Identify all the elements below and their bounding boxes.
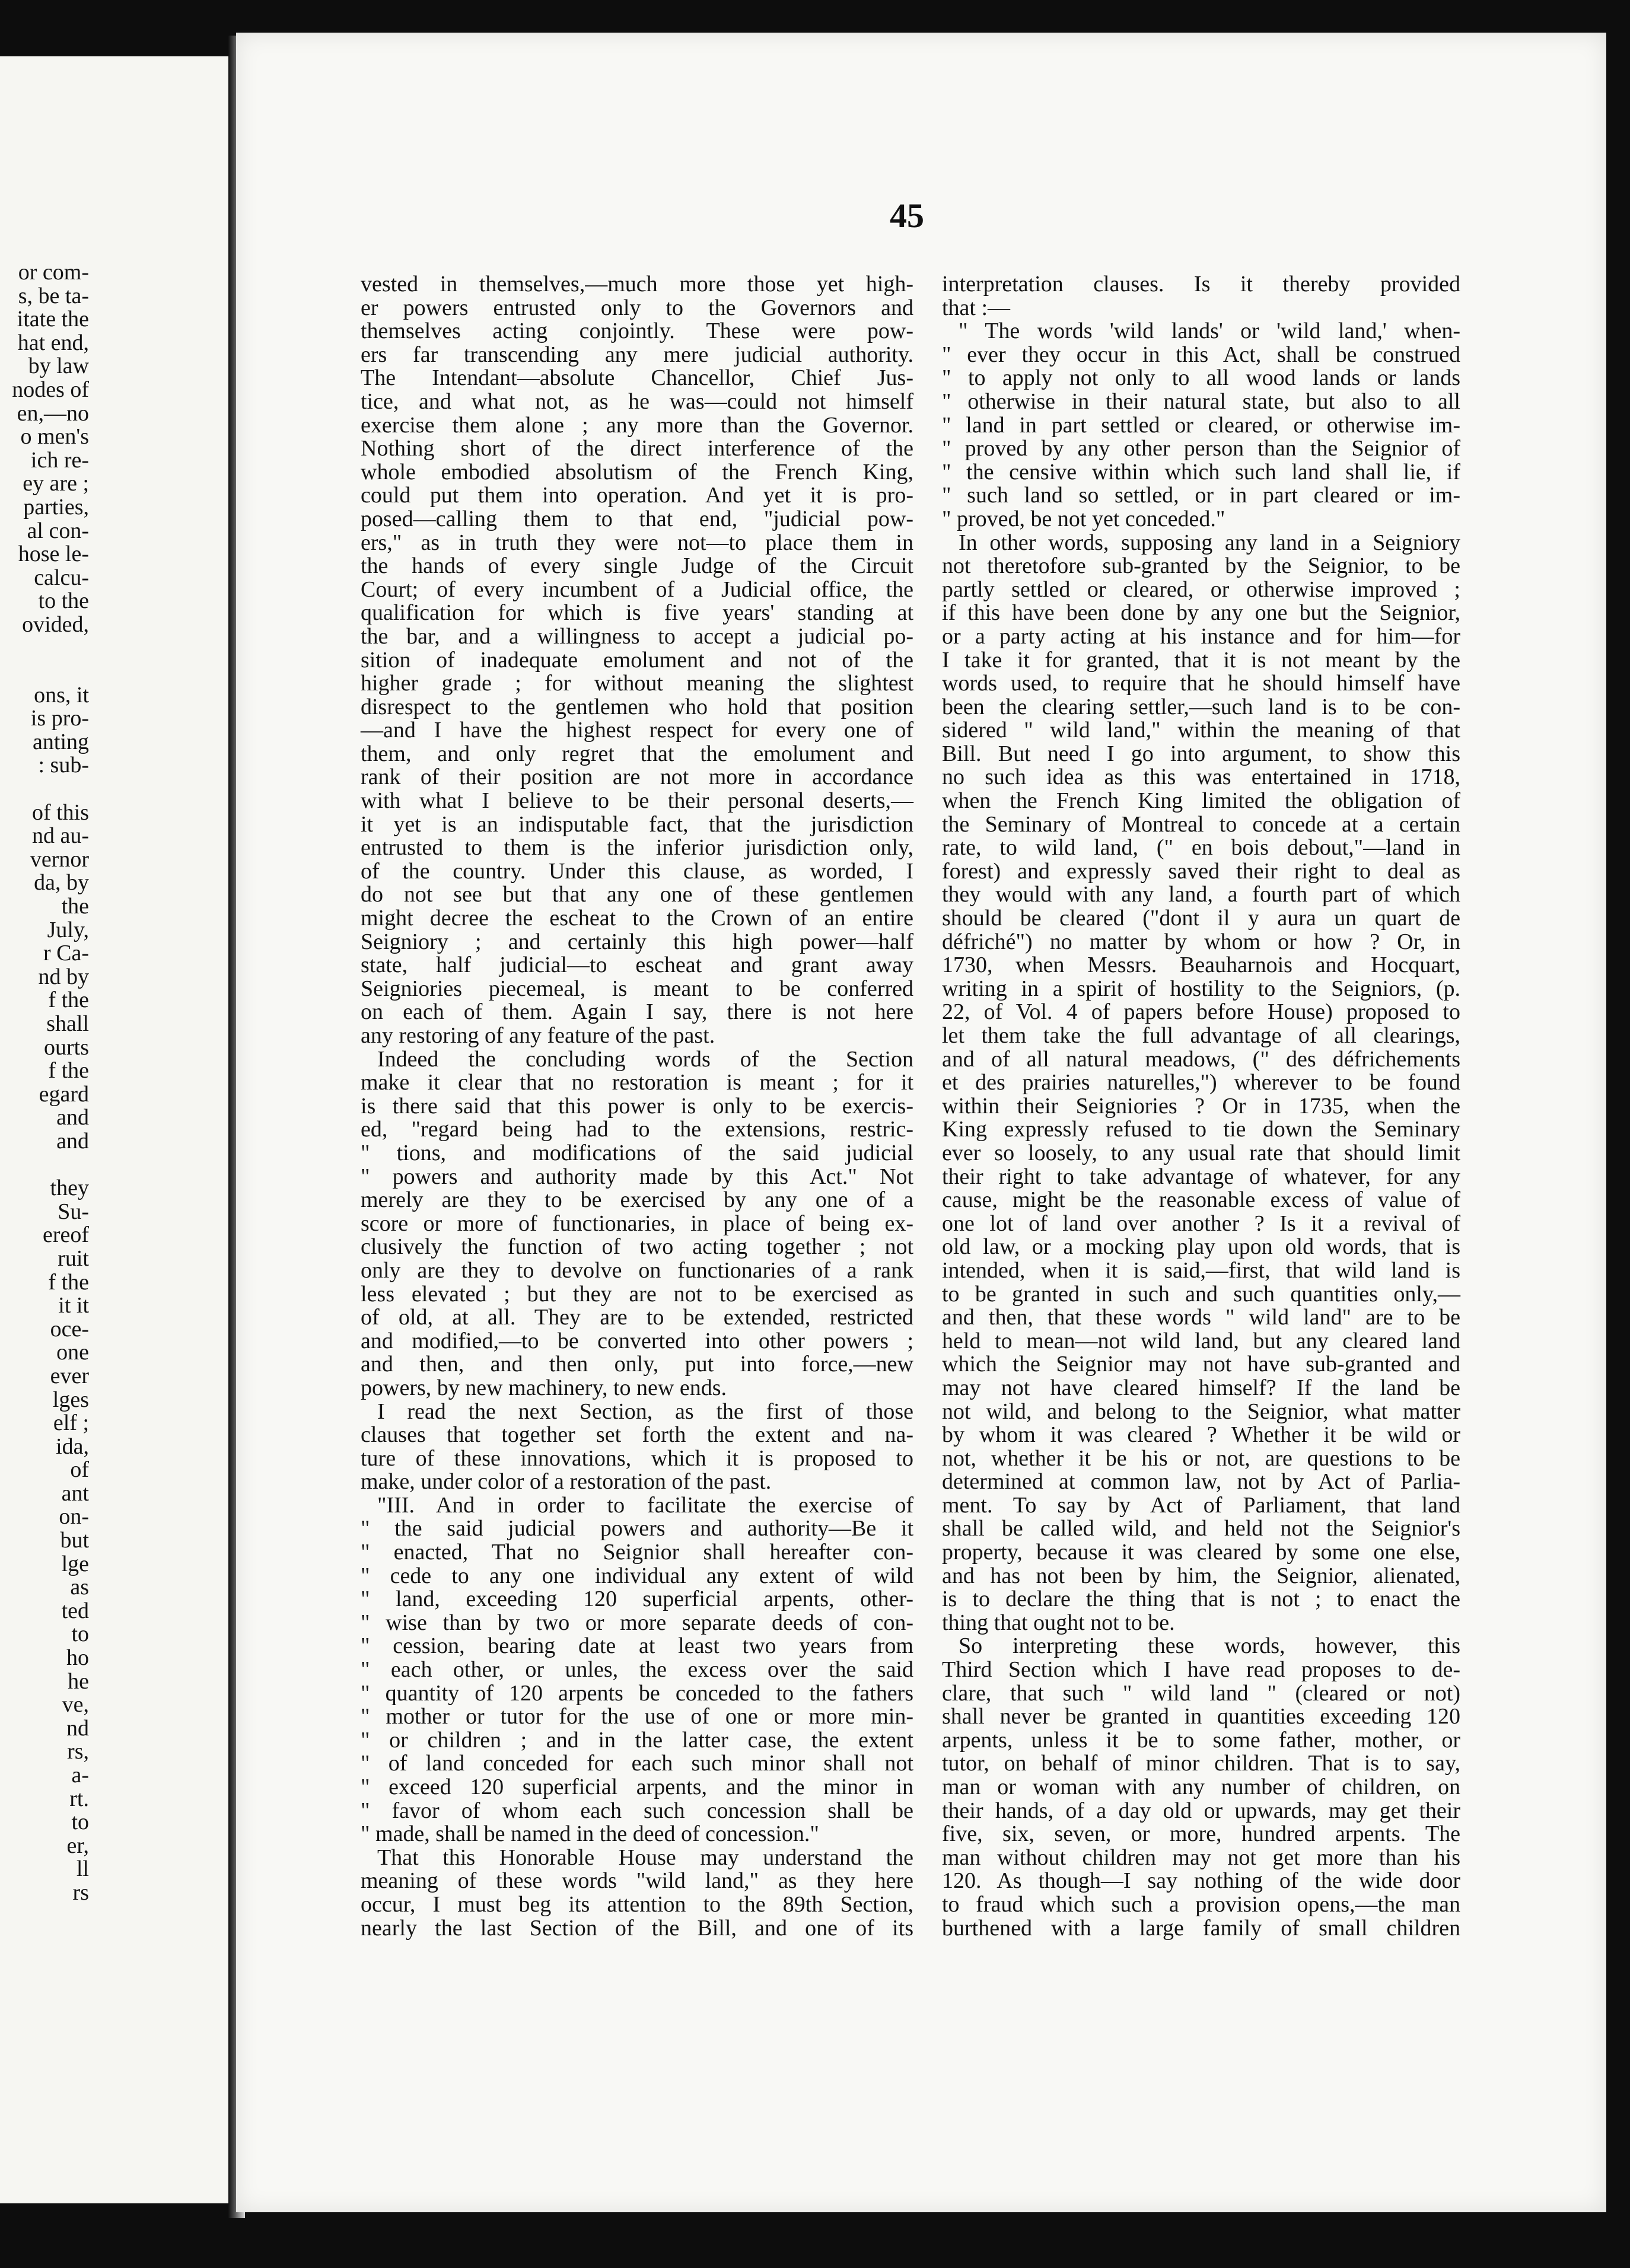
cropped-line-fragment: Su- (58, 1199, 89, 1224)
cropped-line-fragment: they (50, 1176, 89, 1201)
text-line: less elevated ; but they are not to be exercised as (361, 1281, 913, 1307)
text-line: posed—calling them to that end, "judicial pow- (361, 506, 913, 531)
text-line: intended, when it is said,—first, that wild land is (942, 1257, 1460, 1283)
text-line: Seigniories piecemeal, is meant to be conferred (361, 976, 913, 1001)
cropped-line-fragment: er, (66, 1833, 89, 1858)
cropped-line-fragment: r Ca- (43, 941, 89, 966)
text-line: been the clearing settler,—such land is to be con- (942, 694, 1460, 719)
cropped-line-fragment: oce- (50, 1316, 89, 1342)
cropped-line-fragment: July, (47, 917, 89, 942)
text-line: entrusted to them is the inferior jurisdiction only, (361, 835, 913, 861)
text-line: disrespect to the gentlemen who hold that position (361, 694, 913, 719)
cropped-line-fragment: al con- (27, 518, 89, 543)
cropped-line-fragment: da, by (34, 870, 89, 896)
cropped-line-fragment: the (61, 894, 89, 919)
text-line: and then, and then only, put into force,—new (361, 1352, 913, 1377)
cropped-line-fragment: ida, (56, 1434, 89, 1459)
text-line: nearly the last Section of the Bill, and one of its (361, 1915, 913, 1941)
text-line: not, whether it be his or not, are questions to be (942, 1445, 1460, 1471)
text-line: " wise than by two or more separate deeds of con- (361, 1610, 913, 1635)
text-line: Nothing short of the direct interference of the (361, 436, 913, 461)
text-line: writing in a spirit of hostility to the Seigniors, (p. (942, 976, 1460, 1001)
cropped-line-fragment: parties, (23, 494, 89, 520)
text-line: shall never be granted in quantities exceeding 120 (942, 1704, 1460, 1729)
text-line: held to mean—not wild land, but any cleared land (942, 1328, 1460, 1353)
text-line: partly settled or cleared, or otherwise improved ; (942, 576, 1460, 602)
cropped-line-fragment: o men's (20, 424, 89, 450)
left-page-cropped-text (0, 261, 89, 1905)
text-line: sidered " wild land," within the meaning of that (942, 718, 1460, 743)
text-line: ever so loosely, to any usual rate that should limit (942, 1140, 1460, 1165)
text-line: 22, of Vol. 4 of papers before House) proposed to (942, 999, 1460, 1025)
text-line: —and I have the highest respect for every one of (361, 718, 913, 743)
cropped-line-fragment (0, 637, 89, 661)
text-line: man without children may not get more than his (942, 1845, 1460, 1870)
text-line: " made, shall be named in the deed of concession." (361, 1821, 819, 1847)
text-line: Third Section which I have read proposes to de- (942, 1657, 1460, 1683)
cropped-line-fragment: nodes of (12, 377, 89, 402)
text-line: In other words, supposing any land in a Seigniory (959, 530, 1460, 555)
text-line: and has not been by him, the Seignior, alienated, (942, 1563, 1460, 1588)
text-line: powers, by new machinery, to new ends. (361, 1375, 727, 1400)
text-line: their right to take advantage of whatever, for any (942, 1164, 1460, 1189)
text-line: forest) and expressly saved their right to deal as (942, 858, 1460, 884)
text-line: could put them into operation. And yet it is pro- (361, 483, 913, 508)
text-line: merely are they to be exercised by any one of a (361, 1187, 913, 1213)
text-line: ers far transcending any mere judicial authority. (361, 342, 913, 367)
text-line: by whom it was cleared ? Whether it be wild or (942, 1422, 1460, 1448)
text-line: the hands of every single Judge of the Circuit (361, 553, 913, 579)
text-line: no such idea as this was entertained in 1718, (942, 765, 1460, 790)
cropped-line-fragment: shall (46, 1011, 89, 1036)
text-line: " of land conceded for each such minor shall not (361, 1751, 913, 1776)
text-line: clare, that such " wild land " (cleared or not) (942, 1680, 1460, 1706)
text-line: ment. To say by Act of Parliament, that land (942, 1492, 1460, 1518)
cropped-line-fragment: hose le- (18, 541, 89, 567)
text-column-left (361, 273, 913, 1940)
text-line: " cede to any one individual any extent of wild (361, 1563, 913, 1588)
text-line: er powers entrusted only to the Governors and (361, 295, 913, 320)
cropped-line-fragment: egard (39, 1081, 89, 1107)
cropped-line-fragment: or com- (18, 261, 89, 285)
text-line: and then, that these words " wild land" are to be (942, 1305, 1460, 1330)
text-line: thing that ought not to be. (942, 1610, 1175, 1635)
text-line: King expressly refused to tie down the Seminary (942, 1117, 1460, 1142)
text-line: " favor of whom each such concession shall be (361, 1798, 913, 1823)
cropped-line-fragment: one (56, 1340, 89, 1365)
text-column-right (942, 273, 1460, 1940)
cropped-line-fragment (0, 778, 89, 801)
cropped-line-fragment: ons, it (34, 682, 89, 708)
text-line: whole embodied absolutism of the French King, (361, 459, 913, 485)
cropped-line-fragment: hat end, (17, 330, 89, 355)
cropped-line-fragment: and (56, 1128, 89, 1154)
text-line: let them take the full advantage of all clearings, (942, 1023, 1460, 1048)
cropped-line-fragment: anting (33, 729, 89, 754)
cropped-line-fragment: rs (72, 1880, 89, 1905)
cropped-line-fragment: lges (52, 1387, 89, 1412)
text-line: and modified,—to be converted into other powers ; (361, 1328, 913, 1353)
cropped-line-fragment: : sub- (38, 753, 89, 778)
cropped-line-fragment: f the (48, 988, 89, 1013)
text-line: " the censive within which such land shall lie, if (942, 459, 1460, 485)
text-line: might decree the escheat to the Crown of an entire (361, 906, 913, 931)
text-line: " powers and authority made by this Act." Not (361, 1164, 913, 1189)
cropped-line-fragment: en,—no (17, 400, 89, 426)
text-line: Court; of every incumbent of a Judicial office, the (361, 576, 913, 602)
cropped-line-fragment: ant (61, 1480, 89, 1506)
text-line: clauses that together set forth the extent and na- (361, 1422, 913, 1448)
text-line: cause, might be the reasonable excess of value of (942, 1187, 1460, 1213)
text-line: if this have been done by any one but the Seignior, (942, 600, 1460, 626)
text-line: vested in themselves,—much more those yet high- (361, 272, 913, 297)
text-line: on each of them. Again I say, there is not here (361, 999, 913, 1025)
cropped-line-fragment: vernor (30, 846, 89, 872)
cropped-line-fragment: and (56, 1105, 89, 1130)
text-line: them, and only regret that the emolument and (361, 741, 913, 766)
cropped-line-fragment: is pro- (30, 706, 89, 731)
text-line: when the French King limited the obligation of (942, 788, 1460, 814)
text-line: state, half judicial—to escheat and grant away (361, 953, 913, 978)
text-line: of old, at all. They are to be extended, restricted (361, 1305, 913, 1330)
text-line: words used, to require that he should himself have (942, 671, 1460, 696)
text-line: ed, "regard being had to the extensions, restric- (361, 1117, 913, 1142)
text-line: may not have cleared himself? If the land be (942, 1375, 1460, 1400)
text-line: themselves acting conjointly. These were pow- (361, 318, 913, 344)
text-line: qualification for which is five years' standing at (361, 600, 913, 626)
text-line: 1730, when Messrs. Beauharnois and Hocquart, (942, 953, 1460, 978)
cropped-line-fragment: he (68, 1668, 89, 1694)
cropped-line-fragment: ever (50, 1363, 89, 1388)
text-line: ture of these innovations, which it is proposed to (361, 1445, 913, 1471)
cropped-line-fragment: to (71, 1622, 89, 1647)
cropped-line-fragment: ho (66, 1645, 89, 1671)
cropped-line-fragment (0, 660, 89, 684)
text-line: the Seminary of Montreal to concede at a certain (942, 811, 1460, 837)
text-line: " ever they occur in this Act, shall be construed (942, 342, 1460, 367)
page-number: 45 (890, 196, 924, 235)
text-line: to fraud which such a provision opens,—the man (942, 1891, 1460, 1917)
text-line: should be cleared ("dont il y aura un quart de (942, 906, 1460, 931)
text-line: not wild, and belong to the Seignior, what matter (942, 1399, 1460, 1424)
text-line: tutor, on behalf of minor children. That is to say, (942, 1751, 1460, 1776)
text-line: it yet is an indisputable fact, that the jurisdiction (361, 811, 913, 837)
cropped-line-fragment: itate the (17, 307, 89, 332)
text-line: score or more of functionaries, in place of being ex- (361, 1211, 913, 1236)
text-line: meaning of these words "wild land," as they here (361, 1868, 913, 1894)
text-line: " quantity of 120 arpents be conceded to the fathers (361, 1680, 913, 1706)
text-line: arpents, unless it be to some father, mother, or (942, 1727, 1460, 1753)
text-line: man or woman with any number of children, on (942, 1775, 1460, 1799)
text-line: is to declare the thing that is not ; to enact the (942, 1587, 1460, 1612)
text-line: 120. As though—I say nothing of the wide door (942, 1868, 1460, 1894)
cropped-line-fragment: ruit (58, 1246, 89, 1271)
text-line: " cession, bearing date at least two years from (361, 1633, 913, 1659)
text-line: clusively the function of two acting together ; not (361, 1234, 913, 1260)
cropped-line-fragment: f the (48, 1269, 89, 1295)
text-line: any restoring of any feature of the past. (361, 1023, 715, 1048)
text-line: burthened with a large family of small children (942, 1915, 1460, 1941)
text-line: " each other, or unles, the excess over the said (361, 1657, 913, 1683)
text-line: they would with any land, a fourth part of which (942, 882, 1460, 907)
cropped-line-fragment: on- (59, 1504, 89, 1530)
text-line: do not see but that any one of these gentlemen (361, 882, 913, 907)
text-line: only are they to devolve on functionaries of a rank (361, 1257, 913, 1283)
cropped-line-fragment: ey are ; (23, 471, 89, 496)
cropped-line-fragment: to (71, 1810, 89, 1835)
cropped-line-fragment: ereof (42, 1222, 89, 1248)
cropped-line-fragment: calcu- (34, 565, 89, 590)
cropped-line-fragment: ted (61, 1598, 89, 1623)
cropped-line-fragment: of this (31, 799, 89, 825)
cropped-line-fragment: ich re- (30, 447, 89, 473)
cropped-line-fragment: s, be ta- (18, 283, 89, 308)
text-line: " to apply not only to all wood lands or lands (942, 365, 1460, 391)
text-line: determined at common law, not by Act of Parlia- (942, 1469, 1460, 1495)
text-line: Indeed the concluding words of the Section (377, 1046, 913, 1072)
cropped-line-fragment: rt. (69, 1786, 89, 1811)
text-line: property, because it was cleared by some one else, (942, 1540, 1460, 1565)
text-line: " the said judicial powers and authority—Be it (361, 1516, 913, 1541)
text-line: " proved by any other person than the Seignior of (942, 436, 1460, 461)
cropped-line-fragment: by law (28, 353, 89, 379)
text-line: " proved, be not yet conceded." (942, 506, 1225, 531)
cropped-line-fragment: ourts (44, 1034, 89, 1060)
text-line: Bill. But need I go into argument, to show this (942, 741, 1460, 766)
text-line: So interpreting these words, however, this (959, 1633, 1460, 1659)
text-line: " such land so settled, or in part cleared or im- (942, 483, 1460, 508)
text-line: " land, exceeding 120 superficial arpents, other- (361, 1587, 913, 1612)
cropped-line-fragment: to the (38, 588, 89, 614)
text-line: " land in part settled or cleared, or otherwise im- (942, 412, 1460, 438)
text-line: et des prairies naturelles,") wherever to be found (942, 1070, 1460, 1095)
cropped-line-fragment: ve, (62, 1692, 89, 1718)
text-line: " or children ; and in the latter case, the extent (361, 1727, 913, 1753)
text-line: within their Seigniories ? Or in 1735, when the (942, 1093, 1460, 1119)
text-line: The Intendant—absolute Chancellor, Chief Jus- (361, 365, 913, 391)
text-line: that :— (942, 295, 1011, 320)
text-line: is there said that this power is only to be exercis- (361, 1093, 913, 1119)
text-line: make, under color of a restoration of the past. (361, 1469, 772, 1495)
text-line: their hands, of a day old or upwards, may get their (942, 1798, 1460, 1823)
text-line: défriché") no matter by whom or how ? Or, in (942, 929, 1460, 954)
text-line: " exceed 120 superficial arpents, and the minor in (361, 1775, 913, 1799)
cropped-line-fragment: rs, (67, 1739, 89, 1764)
text-line: occur, I must beg its attention to the 89th Section, (361, 1891, 913, 1917)
text-line: ers," as in truth they were not—to place them in (361, 530, 913, 555)
cropped-line-fragment (0, 1154, 89, 1177)
cropped-line-fragment: of (70, 1457, 89, 1483)
text-line: I read the next Section, as the first of those (377, 1399, 913, 1424)
text-line: or a party acting at his instance and for him—for (942, 623, 1460, 649)
text-line: " mother or tutor for the use of one or more min- (361, 1704, 913, 1729)
text-line: " tions, and modifications of the said judicial (361, 1140, 913, 1165)
text-line: not theretofore sub-granted by the Seignior, to be (942, 553, 1460, 579)
cropped-line-fragment: f the (48, 1058, 89, 1084)
cropped-line-fragment: nd (66, 1715, 89, 1741)
text-line: five, six, seven, or more, hundred arpents. The (942, 1821, 1460, 1847)
text-line: Seigniory ; and certainly this high power—half (361, 929, 913, 954)
text-line: old law, or a mocking play upon old words, that is (942, 1234, 1460, 1260)
text-line: make it clear that no restoration is meant ; for it (361, 1070, 913, 1095)
text-line: and of all natural meadows, (" des défrichements (942, 1046, 1460, 1072)
text-line: of the country. Under this clause, as worded, I (361, 858, 913, 884)
text-line: shall be called wild, and held not the Seignior's (942, 1516, 1460, 1541)
text-line: sition of inadequate emolument and not of the (361, 647, 913, 673)
text-line: to be granted in such and such quantities only,— (942, 1281, 1460, 1307)
text-line: "III. And in order to facilitate the exercise of (377, 1492, 913, 1518)
text-line: interpretation clauses. Is it thereby provided (942, 272, 1460, 297)
text-line: tice, and what not, as he was—could not himself (361, 388, 913, 414)
text-line: exercise them alone ; any more than the Governor. (361, 412, 913, 438)
cropped-line-fragment: as (70, 1575, 89, 1600)
text-line: " enacted, That no Seignior shall hereafter con- (361, 1540, 913, 1565)
text-line: one lot of land over another ? Is it a revival of (942, 1211, 1460, 1236)
text-line: higher grade ; for without meaning the slightest (361, 671, 913, 696)
cropped-line-fragment: ll (76, 1856, 89, 1882)
cropped-line-fragment: elf ; (53, 1410, 89, 1436)
cropped-line-fragment: but (60, 1528, 89, 1553)
cropped-line-fragment: nd by (38, 964, 89, 989)
cropped-line-fragment: nd au- (31, 823, 89, 849)
text-line: That this Honorable House may understand the (377, 1845, 913, 1870)
cropped-line-fragment: a- (71, 1763, 89, 1788)
text-line: " otherwise in their natural state, but also to all (942, 388, 1460, 414)
cropped-line-fragment: lge (61, 1551, 89, 1576)
text-line: I take it for granted, that it is not meant by the (942, 647, 1460, 673)
text-line: with what I believe to be their personal deserts,— (361, 788, 913, 814)
text-line: rate, to wild land, (" en bois debout,"—land in (942, 835, 1460, 861)
cropped-line-fragment: ovided, (22, 611, 89, 637)
text-line: the bar, and a willingness to accept a judicial po- (361, 623, 913, 649)
text-line: " The words 'wild lands' or 'wild land,' when- (959, 318, 1460, 344)
text-line: which the Seignior may not have sub-granted and (942, 1352, 1460, 1377)
cropped-line-fragment: it it (58, 1293, 89, 1318)
text-line: rank of their position are not more in accordance (361, 765, 913, 790)
